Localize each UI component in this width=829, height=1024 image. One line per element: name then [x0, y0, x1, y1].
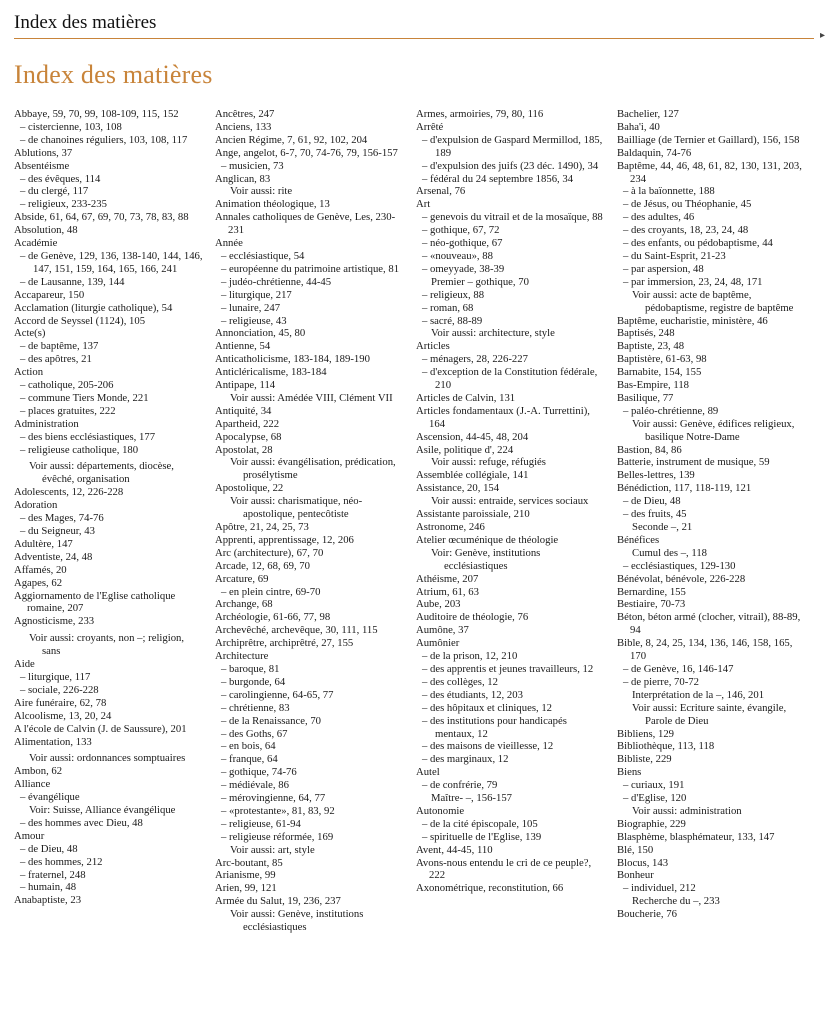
index-entry: Archéologie, 61-66, 77, 98 [215, 611, 331, 624]
index-entry: Baha'i, 40 [617, 120, 660, 133]
index-entry: Batterie, instrument de musique, 59 [617, 456, 770, 469]
index-entry: – burgonde, 64 [221, 675, 286, 688]
index-entry: – religieuse, 43 [221, 314, 287, 327]
index-entry: Biographie, 229 [617, 817, 686, 830]
index-entry: Athéisme, 207 [416, 572, 479, 585]
index-entry: Bailliage (de Ternier et Gaillard), 156, 158 [617, 133, 800, 146]
index-entry: Bible, 8, 24, 25, 134, 136, 146, 158, 165, 170 [617, 637, 793, 663]
index-entry: Affamés, 20 [14, 563, 67, 576]
index-entry: Abbaye, 59, 70, 99, 108-109, 115, 152 [14, 108, 179, 120]
index-entry: – du Seigneur, 43 [20, 525, 95, 537]
index-entry: – en bois, 64 [221, 740, 276, 753]
index-entry: Assistante paroissiale, 210 [416, 508, 530, 521]
index-entry: Baldaquin, 74-76 [617, 146, 692, 159]
index-entry: Basilique, 77 [617, 391, 674, 404]
index-entry: – sociale, 226-228 [20, 683, 99, 696]
index-entry: Ancêtres, 247 [215, 108, 275, 120]
index-entry: – «protestante», 81, 83, 92 [221, 804, 335, 817]
index-entry: – religieuse, 61-94 [221, 817, 301, 830]
index-entry: Autel [416, 766, 440, 779]
index-entry: Bibliste, 229 [617, 753, 672, 766]
index-entry: Arc (architecture), 67, 70 [215, 546, 324, 559]
index-entry: – des Goths, 67 [221, 727, 288, 740]
index-entry: Anciens, 133 [215, 120, 272, 133]
index-entry: Voir: Genève, institutions ecclésiastiques [431, 546, 541, 572]
index-entry: Architecture [215, 650, 269, 663]
index-entry: – des apôtres, 21 [20, 353, 92, 366]
index-column-2 [215, 108, 416, 1020]
index-entry: Ancien Régime, 7, 61, 92, 102, 204 [215, 133, 368, 146]
index-entry: – des apprentis et jeunes travailleurs, 12 [422, 662, 594, 675]
index-entry: – sacré, 88-89 [422, 314, 483, 327]
index-entry: – du Saint-Esprit, 21-23 [623, 249, 726, 262]
index-entry: Année [215, 237, 243, 250]
index-entry: Accapareur, 150 [14, 288, 85, 301]
index-entry: Voir aussi: Genève, édifices religieux, basilique Notre-Dame [632, 417, 795, 443]
index-entry: Belles-lettres, 139 [617, 469, 695, 482]
index-entry: Abside, 61, 64, 67, 69, 70, 73, 78, 83, 88 [14, 211, 189, 224]
index-entry: Archevêché, archevêque, 30, 111, 115 [215, 624, 378, 637]
index-entry: Baptisés, 248 [617, 327, 675, 340]
index-entry: – fraternel, 248 [20, 868, 86, 881]
index-entry: Aube, 203 [416, 598, 461, 611]
index-entry: – ecclésiastiques, 129-130 [623, 559, 736, 572]
index-entry: Aumônier [416, 637, 460, 650]
index-entry: Voir aussi: acte de baptême, pédobaptisme, registre de baptême [632, 288, 794, 314]
index-entry: Bas-Empire, 118 [617, 379, 690, 392]
index-entry: – néo-gothique, 67 [422, 237, 503, 250]
index-entry: – de confrérie, 79 [422, 779, 498, 792]
index-entry: Voir aussi: architecture, style [431, 327, 555, 340]
index-entry: Bénévolat, bénévole, 226-228 [617, 572, 746, 585]
index-entry: Voir aussi: charismatique, néo-apostolique, pentecôtiste [230, 495, 363, 521]
index-entry: Béton, béton armé (clocher, vitrail), 88-89, 94 [617, 611, 801, 637]
index-entry: – gothique, 74-76 [221, 766, 297, 779]
index-entry: – places gratuites, 222 [20, 404, 116, 417]
index-entry: Recherche du –, 233 [632, 895, 720, 908]
index-entry: Interprétation de la –, 146, 201 [632, 688, 765, 701]
index-entry: Antipape, 114 [215, 379, 276, 392]
index-entry: – humain, 48 [20, 881, 77, 894]
index-column-1 [14, 108, 215, 1020]
index-entry: – mérovingienne, 64, 77 [221, 792, 326, 805]
index-entry: Ascension, 44-45, 48, 204 [416, 430, 529, 443]
index-entry: – de Genève, 129, 136, 138-140, 144, 146, 147, 151, 159, 164, 165, 166, 241 [20, 249, 203, 275]
index-entry: – individuel, 212 [623, 882, 696, 895]
index-columns [14, 108, 819, 1020]
index-entry: Baptême, eucharistie, ministère, 46 [617, 314, 768, 327]
index-column-3 [416, 108, 617, 1020]
index-entry: – de la Renaissance, 70 [221, 714, 322, 727]
index-entry: – franque, 64 [221, 753, 278, 766]
index-entry: Archange, 68 [215, 598, 273, 611]
index-entry: Astronome, 246 [416, 521, 485, 533]
index-entry: Arianisme, 99 [215, 869, 276, 882]
index-entry: Anglican, 83 [215, 172, 271, 185]
index-entry: – baroque, 81 [221, 662, 280, 675]
index-entry: – de la cité épiscopale, 105 [422, 817, 538, 830]
index-entry: Alliance [14, 778, 51, 791]
index-entry: Antiquité, 34 [215, 404, 272, 417]
index-entry: Apprenti, apprentissage, 12, 206 [215, 533, 354, 546]
index-entry: – paléo-chrétienne, 89 [623, 404, 719, 417]
index-entry: Biens [617, 766, 642, 779]
index-entry: Acte(s) [14, 327, 46, 340]
index-entry: Barnabite, 154, 155 [617, 366, 702, 379]
index-entry: Absolution, 48 [14, 224, 78, 237]
index-entry: Bibliothèque, 113, 118 [617, 740, 715, 753]
index-entry: Cumul des –, 118 [632, 546, 708, 559]
index-entry: – des institutions pour handicapés mentaux, 12 [422, 714, 567, 740]
index-entry: Animation théologique, 13 [215, 198, 330, 211]
index-entry: Aide [14, 658, 35, 671]
index-column-4 [617, 108, 819, 1020]
index-entry: Ablutions, 37 [14, 146, 73, 159]
index-entry: – à la baïonnette, 188 [623, 185, 715, 198]
index-entry: Agnosticisme, 233 [14, 615, 95, 628]
index-entry: – médiévale, 86 [221, 779, 289, 792]
index-entry: Baptiste, 23, 48 [617, 340, 685, 353]
index-entry: – des évêques, 114 [20, 172, 101, 185]
index-entry: Adultère, 147 [14, 537, 73, 550]
index-entry: Avent, 44-45, 110 [416, 843, 493, 856]
page-title: Index des matières [14, 60, 213, 89]
index-entry: Alimentation, 133 [14, 735, 92, 748]
index-entry: – ecclésiastique, 54 [221, 249, 305, 262]
index-entry: Armes, armoiries, 79, 80, 116 [416, 108, 544, 120]
index-entry: Bibliens, 129 [617, 727, 675, 740]
index-entry: – liturgique, 217 [221, 288, 292, 301]
index-entry: – par immersion, 23, 24, 48, 171 [623, 275, 763, 288]
index-entry: Bachelier, 127 [617, 108, 679, 120]
index-entry: – d'expulsion de Gaspard Mermillod, 185, 189 [422, 133, 603, 159]
index-entry: Arsenal, 76 [416, 185, 466, 198]
index-entry: Agapes, 62 [14, 576, 63, 589]
index-entry: Voir aussi: Ecriture sainte, évangile, Parole de Dieu [632, 701, 787, 727]
index-entry: Accord de Seyssel (1124), 105 [14, 314, 146, 327]
index-entry: – de baptême, 137 [20, 340, 99, 353]
corner-mark: ▸ [819, 30, 825, 41]
index-entry: Apostolat, 28 [215, 443, 273, 456]
index-entry: Bestiaire, 70-73 [617, 598, 686, 611]
index-entry: Voir aussi: ordonnances somptuaires [29, 752, 186, 765]
index-entry: – de la prison, 12, 210 [422, 650, 518, 663]
index-entry: – évangélique [20, 791, 80, 804]
index-entry: – des Mages, 74-76 [20, 512, 104, 525]
index-entry: Axonométrique, reconstitution, 66 [416, 882, 564, 895]
index-entry: – d'expulsion des juifs (23 déc. 1490), 34 [422, 159, 599, 172]
index-entry: – de Genève, 16, 146-147 [623, 662, 734, 675]
index-entry: – lunaire, 247 [221, 301, 281, 314]
index-entry: Absentéisme [14, 159, 70, 172]
index-entry: A l'école de Calvin (J. de Saussure), 201 [14, 722, 187, 735]
index-entry: – des adultes, 46 [623, 211, 695, 224]
index-entry: Atrium, 61, 63 [416, 585, 479, 598]
index-entry: – musicien, 73 [221, 159, 284, 172]
index-entry: – judéo-chrétienne, 44-45 [221, 275, 332, 288]
index-entry: Seconde –, 21 [632, 521, 693, 533]
index-entry: Action [14, 366, 44, 379]
index-entry: Ambon, 62 [14, 765, 63, 778]
index-entry: – des maisons de vieillesse, 12 [422, 740, 554, 753]
index-entry: Bernardine, 155 [617, 585, 686, 598]
index-entry: Voir aussi: art, style [230, 843, 315, 856]
index-entry: Apartheid, 222 [215, 417, 280, 430]
index-entry: Baptistère, 61-63, 98 [617, 353, 707, 366]
index-entry: Armée du Salut, 19, 236, 237 [215, 895, 341, 908]
index-entry: Adoration [14, 499, 58, 512]
index-entry: – religieuse catholique, 180 [20, 443, 139, 456]
index-entry: Apocalypse, 68 [215, 430, 282, 443]
index-entry: – commune Tiers Monde, 221 [20, 391, 149, 404]
index-entry: Arcade, 12, 68, 69, 70 [215, 559, 310, 572]
index-entry: Atelier œcuménique de théologie [416, 533, 559, 546]
index-entry: Aggiornamento de l'Eglise catholique romaine, 207 [14, 589, 176, 615]
index-entry: – des biens ecclésiastiques, 177 [20, 430, 156, 443]
index-entry: Blocus, 143 [617, 856, 669, 869]
index-entry: Aire funéraire, 62, 78 [14, 696, 107, 709]
index-entry: – liturgique, 117 [20, 670, 91, 683]
index-entry: Voir aussi: Amédée VIII, Clément VII [230, 391, 393, 404]
index-entry: Arcature, 69 [215, 572, 269, 585]
index-entry: – curiaux, 191 [623, 779, 685, 792]
index-entry: Articles [416, 340, 450, 353]
index-entry: Bastion, 84, 86 [617, 443, 682, 456]
index-entry: Articles fondamentaux (J.-A. Turrettini), 164 [416, 404, 590, 430]
index-entry: Administration [14, 417, 79, 430]
index-entry: – cistercienne, 103, 108 [20, 120, 122, 133]
index-entry: Articles de Calvin, 131 [416, 391, 516, 404]
index-entry: Arc-boutant, 85 [215, 856, 283, 869]
index-entry: Bénédiction, 117, 118-119, 121 [617, 482, 752, 495]
index-entry: Adventiste, 24, 48 [14, 550, 93, 563]
index-entry: – fédéral du 24 septembre 1856, 34 [422, 172, 574, 185]
running-head: Index des matières [14, 12, 157, 33]
index-entry: – carolingienne, 64-65, 77 [221, 688, 334, 701]
index-entry: Anabaptiste, 23 [14, 894, 82, 907]
index-entry: – des hommes, 212 [20, 855, 103, 868]
index-entry: Premier – gothique, 70 [431, 275, 529, 288]
index-entry: Assemblée collégiale, 141 [416, 469, 529, 482]
index-entry: – roman, 68 [422, 301, 474, 314]
header-rule [14, 38, 814, 39]
index-entry: – ménagers, 28, 226-227 [422, 353, 528, 366]
index-entry: Voir aussi: croyants, non –; religion, sans [29, 632, 185, 658]
index-entry: – de Jésus, ou Théophanie, 45 [623, 198, 752, 211]
index-entry: – catholique, 205-206 [20, 379, 114, 392]
index-entry: – gothique, 67, 72 [422, 224, 500, 237]
index-entry: – de Dieu, 48 [623, 495, 681, 508]
index-entry: Blasphème, blasphémateur, 133, 147 [617, 830, 775, 843]
index-entry: – religieux, 88 [422, 288, 485, 301]
index-entry: Académie [14, 237, 58, 250]
index-entry: Voir aussi: évangélisation, prédication, prosélytisme [230, 456, 396, 482]
index-entry: Avons-nous entendu le cri de ce peuple?, 222 [416, 856, 592, 882]
index-entry: Assistance, 20, 154 [416, 482, 500, 495]
index-entry: Voir aussi: Genève, institutions ecclésiastiques [230, 908, 364, 934]
index-entry: Bonheur [617, 869, 654, 882]
index-entry: Blé, 150 [617, 843, 654, 856]
index-entry: – des croyants, 18, 23, 24, 48 [623, 224, 749, 237]
index-entry: Boucherie, 76 [617, 908, 677, 921]
index-entry: Adolescents, 12, 226-228 [14, 486, 124, 499]
index-entry: – de pierre, 70-72 [623, 675, 699, 688]
index-entry: Alcoolisme, 13, 20, 24 [14, 709, 112, 722]
index-entry: Maître- –, 156-157 [431, 792, 513, 805]
index-entry: – des hommes avec Dieu, 48 [20, 816, 143, 829]
index-entry: Baptême, 44, 46, 48, 61, 82, 130, 131, 203, 234 [617, 159, 802, 185]
index-entry: Voir aussi: refuge, réfugiés [431, 456, 546, 469]
index-entry: Annales catholiques de Genève, Les, 230-231 [215, 211, 396, 237]
index-entry: Voir aussi: administration [632, 804, 742, 817]
index-entry: – des fruits, 45 [623, 508, 687, 521]
index-entry: – «nouveau», 88 [422, 249, 493, 262]
index-entry: Apôtre, 21, 24, 25, 73 [215, 521, 309, 533]
index-entry: – spirituelle de l'Eglise, 139 [422, 830, 542, 843]
index-entry: Bénéfices [617, 533, 660, 546]
index-entry: Ange, angelot, 6-7, 70, 74-76, 79, 156-157 [215, 146, 398, 159]
index-entry: Archiprêtre, archiprêtré, 27, 155 [215, 637, 354, 650]
index-entry: Voir aussi: entraide, services sociaux [431, 495, 589, 508]
index-entry: – genevois du vitrail et de la mosaïque, 88 [422, 211, 603, 224]
index-entry: – des collèges, 12 [422, 675, 498, 688]
index-entry: Apostolique, 22 [215, 482, 284, 495]
index-entry: – de chanoines réguliers, 103, 108, 117 [20, 133, 188, 146]
index-entry: Anticléricalisme, 183-184 [215, 366, 327, 379]
index-entry: – des hôpitaux et cliniques, 12 [422, 701, 553, 714]
index-entry: – d'exception de la Constitution fédérale, 210 [422, 366, 598, 392]
index-entry: Arien, 99, 121 [215, 882, 277, 895]
index-entry: Acclamation (liturgie catholique), 54 [14, 301, 173, 314]
index-entry: Voir: Suisse, Alliance évangélique [29, 804, 176, 817]
index-entry: Anticatholicisme, 183-184, 189-190 [215, 353, 370, 366]
index-entry: – par aspersion, 48 [623, 262, 704, 275]
index-entry: – des enfants, ou pédobaptisme, 44 [623, 237, 773, 250]
index-entry: – en plein cintre, 69-70 [221, 585, 321, 598]
index-entry: – des étudiants, 12, 203 [422, 688, 523, 701]
index-entry: Annonciation, 45, 80 [215, 327, 306, 340]
index-entry: Antienne, 54 [215, 340, 271, 353]
index-entry: – européenne du patrimoine artistique, 81 [221, 262, 400, 275]
index-entry: Arrêté [416, 120, 444, 133]
index-entry: – chrétienne, 83 [221, 701, 290, 714]
index-entry: Amour [14, 829, 45, 842]
index-entry: – omeyyade, 38-39 [422, 262, 505, 275]
index-entry: Auditoire de théologie, 76 [416, 611, 529, 624]
index-entry: – religieux, 233-235 [20, 198, 107, 211]
index-entry: Voir aussi: départements, diocèse, évêché, organisation [29, 460, 174, 486]
index-entry: – des marginaux, 12 [422, 753, 509, 766]
index-entry: – de Dieu, 48 [20, 842, 78, 855]
index-entry: Asile, politique d', 224 [416, 443, 514, 456]
index-entry: – religieuse réformée, 169 [221, 830, 334, 843]
index-entry: – de Lausanne, 139, 144 [20, 275, 125, 288]
index-entry: Autonomie [416, 804, 465, 817]
index-entry: – du clergé, 117 [20, 185, 89, 198]
index-entry: Aumône, 37 [416, 624, 469, 637]
index-entry: Art [416, 198, 431, 211]
index-entry: – d'Eglise, 120 [623, 792, 687, 805]
index-entry: Voir aussi: rite [230, 185, 293, 198]
